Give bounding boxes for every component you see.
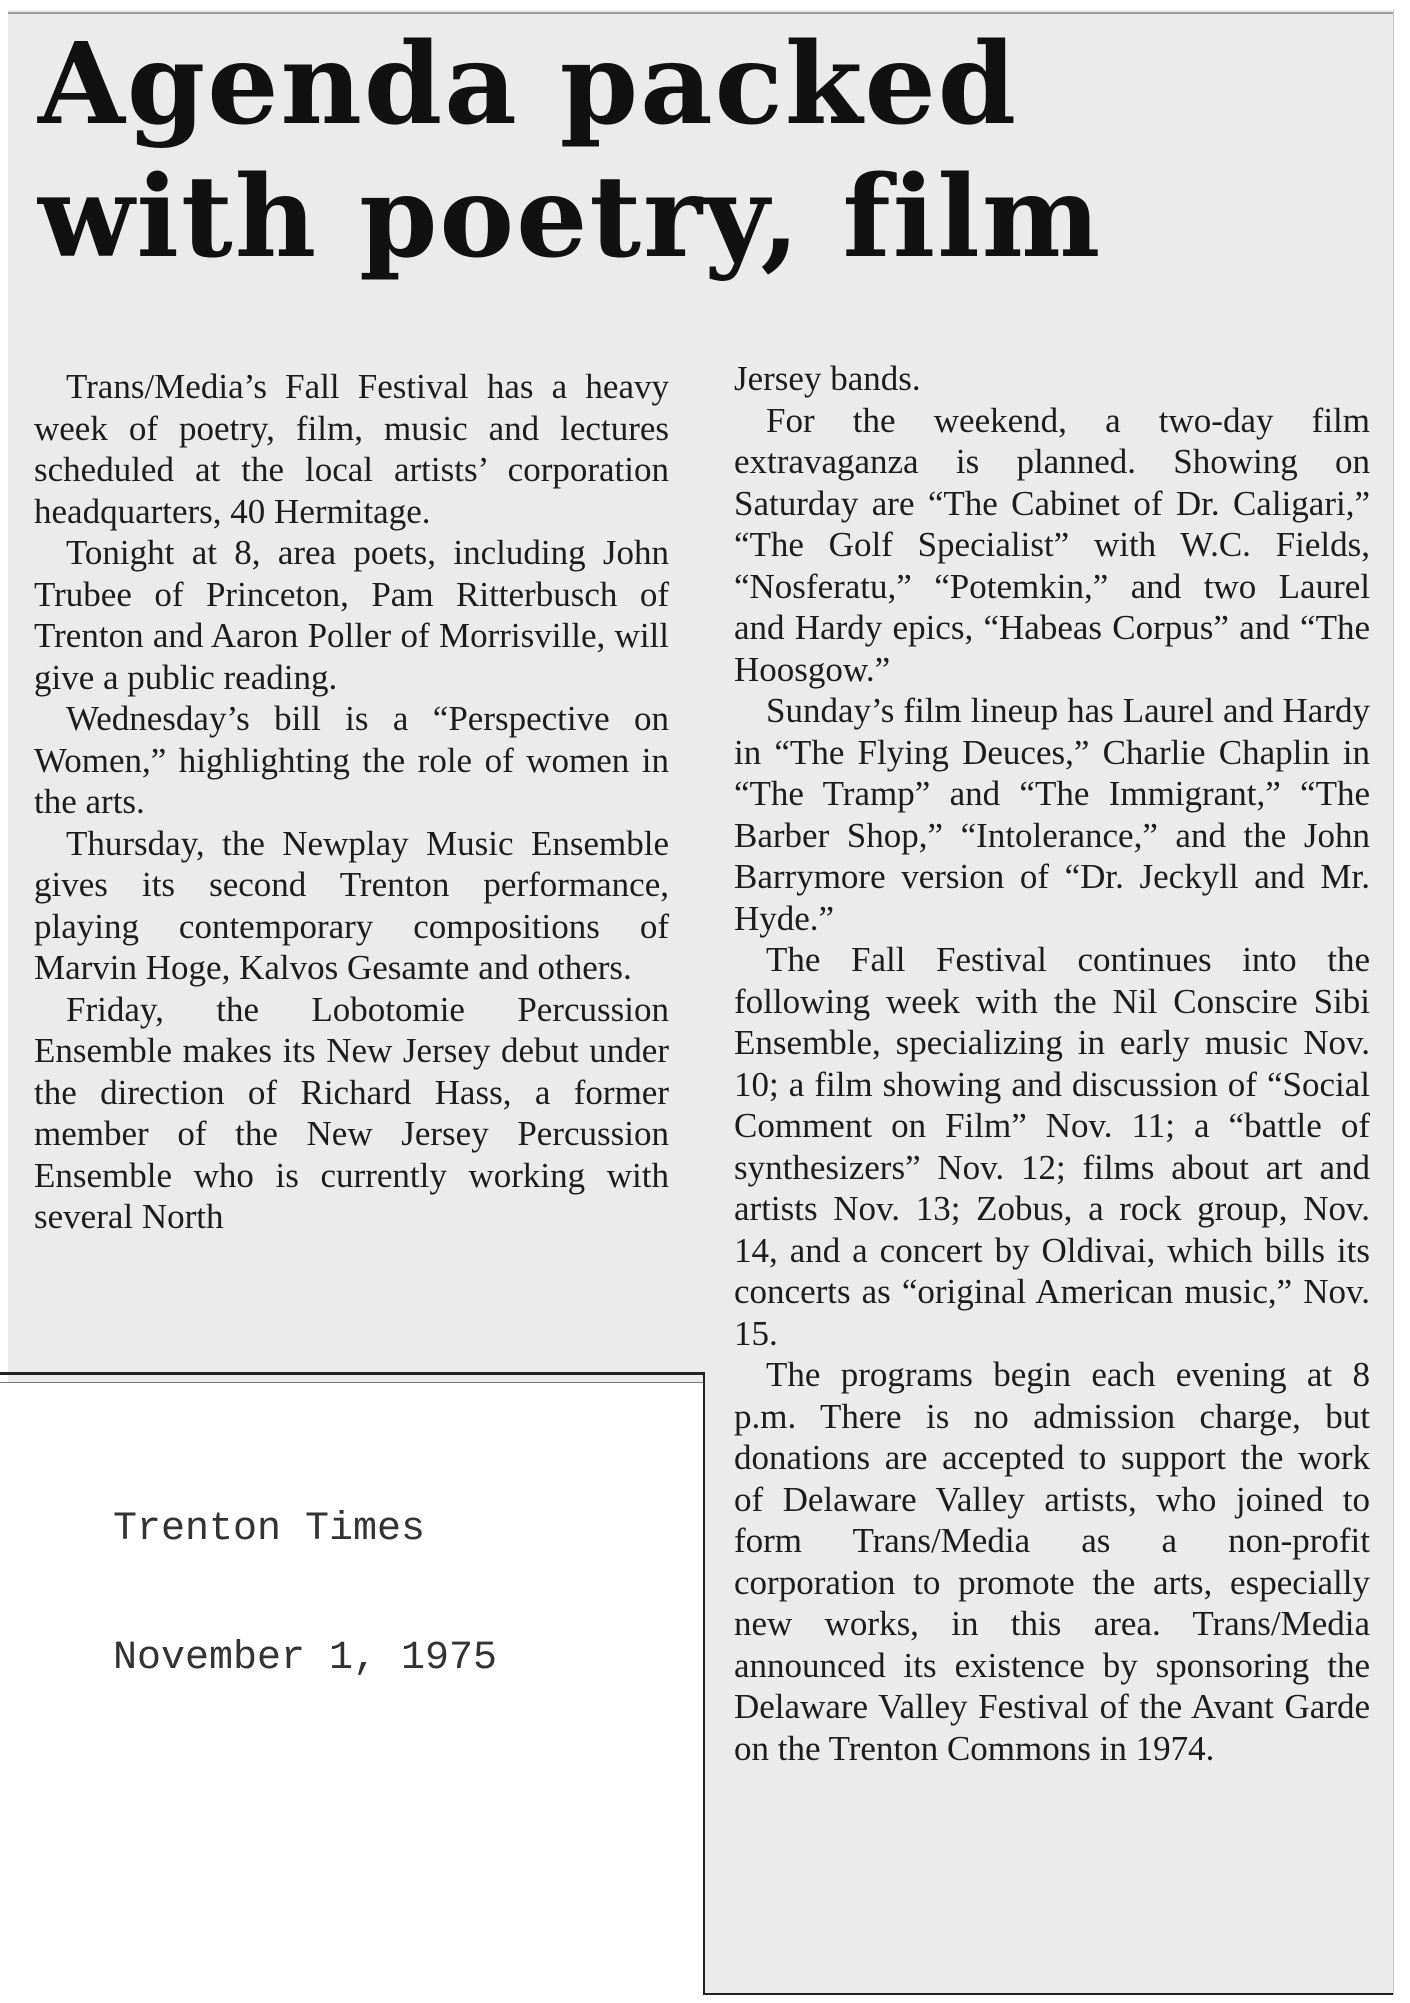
paragraph: Sunday’s film lineup has Laurel and Hardy in “The Flying Deuces,” Charlie Chaplin in “The Tramp” and “The Immigrant,” “The Barber Shop,” “Intolerance,” and the John Barrymore version of “Dr. Jeckyll and Mr. Hyde.” [734,691,1370,938]
source-date: November 1, 1975 [113,1636,498,1681]
paragraph: For the weekend, a two-day film extravaganza is planned. Showing on Saturday are “The Cabinet of Dr. Caligari,” “The Golf Specialist” with W.C. Fields, “Nosferatu,” “Potemkin,” and two Laurel and Hardy epics, “Habeas Corpus” and “The Hoosgow.” [734,400,1370,689]
article-column-left [34,366,669,1238]
column-end-rule [0,1372,705,1375]
headline-line-2: with poetry, film [38,152,1103,283]
paragraph: Trans/Media’s Fall Festival has a heavy week of poetry, film, music and lectures scheduled at the local artists’ corporation headquarters, 40 Hermitage. [34,367,669,531]
article-column-right [734,358,1370,1769]
right-edge-rule [1393,10,1394,1995]
headline-line-1: Agenda packed [38,19,1019,150]
top-edge-rule [8,12,1393,14]
paragraph: Tonight at 8, area poets, including John Trubee of Princeton, Pam Ritterbusch of Trenton and Aaron Poller of Morrisville, will give a public reading. [34,533,669,697]
paragraph-continuation: Jersey bands. [734,359,921,398]
bottom-edge-rule [703,1993,1393,1995]
clipping-cut-edge [703,1375,705,1995]
headline [38,18,1218,284]
paragraph: The programs begin each evening at 8 p.m. There is no admission charge, but donations are accepted to support the work of Delaware Valley artists, who joined to form Trans/Media as a non-profit corporation to promote the arts, especially new works, in this area. Trans/Media announced its existence by sponsoring the Delaware Valley Festival of the Avant Garde on the Trenton Commons in 1974. [734,1355,1370,1768]
source-annotation [113,1422,497,1766]
source-publication: Trenton Times [113,1507,426,1552]
column-end-rule-thin [0,1382,705,1383]
paragraph: Thursday, the Newplay Music Ensemble gives its second Trenton performance, playing contemporary compositions of Marvin Hoge, Kalvos Gesamte and others. [34,823,669,987]
paragraph: Friday, the Lobotomie Percussion Ensemble makes its New Jersey debut under the direction of Richard Hass, a former member of the New Jersey Percussion Ensemble who is currently working with several North [34,989,669,1236]
paragraph: Wednesday’s bill is a “Perspective on Women,” highlighting the role of women in the arts. [34,699,669,821]
paragraph: The Fall Festival continues into the following week with the Nil Conscire Sibi Ensemble, specializing in early music Nov. 10; a film showing and discussion of “Social Comment on Film” Nov. 11; a “battle of synthesizers” Nov. 12; films about art and artists Nov. 13; Zobus, a rock group, Nov. 14, and a concert by Oldivai, which bills its concerts as “original American music,” Nov. 15. [734,940,1370,1353]
